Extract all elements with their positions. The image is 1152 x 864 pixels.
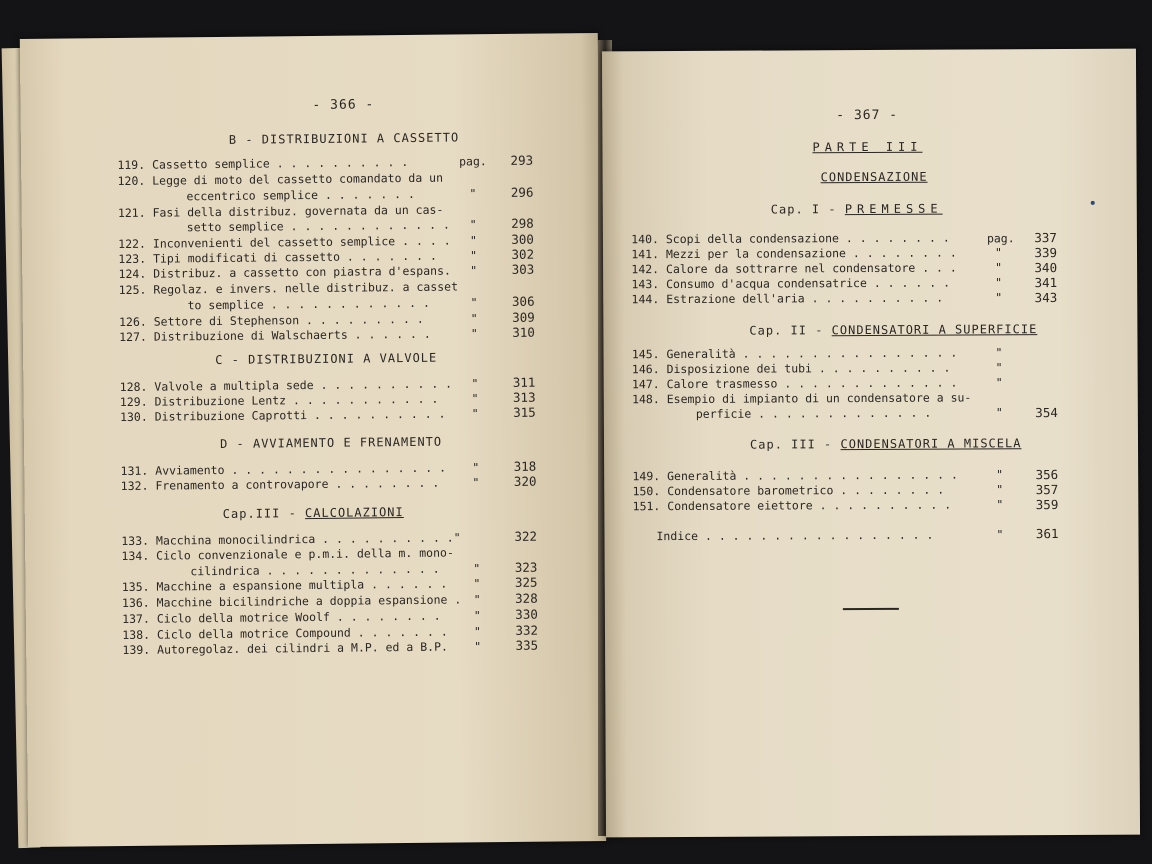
toc-entry: 125. Regolaz. e invers. nelle distribuz. a casset — [118, 279, 459, 298]
toc-entry: 122. Inconvenienti del cassetto semplice . . . . — [118, 233, 451, 252]
chapter-heading: Cap. III - CONDENSATORI A MISCELA — [749, 436, 1022, 452]
toc-entry: 151. Condensatore eiettore . . . . . . . . . . — [632, 497, 952, 514]
closing-rule — [843, 608, 899, 610]
toc-entry: 130. Distribuzione Caprotti . . . . . . . . . . — [119, 406, 446, 425]
toc-entry: 131. Avviamento . . . . . . . . . . . . . . . . — [120, 460, 447, 479]
part-heading: PARTE III — [812, 139, 923, 155]
toc-entry: 119. Cassetto semplice . . . . . . . . . . — [117, 154, 409, 173]
section-heading: D - AVVIAMENTO E FRENAMENTO — [219, 434, 443, 451]
page-number: - 366 - — [312, 97, 375, 113]
toc-entry: 141. Mezzi per la condensazione . . . . . . . . — [631, 245, 957, 262]
toc-entry: 138. Ciclo della motrice Compound . . . . . . . — [122, 624, 448, 643]
page-number: - 367 - — [836, 107, 899, 124]
chapter-heading: Cap. I - PREMESSE — [770, 201, 943, 217]
toc-entry: 124. Distribuz. a cassetto con piastra d'espans. — [118, 263, 451, 282]
ink-dot — [1091, 201, 1095, 205]
toc-entry: 143. Consumo d'acqua condensatrice . . . . . . — [631, 275, 951, 292]
toc-entry: 149. Generalità . . . . . . . . . . . . . . . . — [632, 467, 958, 484]
part-title: CONDENSAZIONE — [820, 169, 928, 185]
index-entry: Indice . . . . . . . . . . . . . . . . . — [656, 527, 934, 544]
toc-entry: 129. Distribuzione Lentz . . . . . . . . . . . — [119, 391, 439, 410]
toc-entry: 121. Fasi della distribuz. governata da un cas- — [117, 202, 444, 221]
section-heading: C - DISTRIBUZIONI A VALVOLE — [215, 350, 438, 368]
toc-entry: 148. Esempio di impianto di un condensatore a su- — [632, 390, 972, 407]
toc-entry: 128. Valvole a multipla sede . . . . . . . . . . — [119, 376, 453, 395]
toc-entry: 150. Condensatore barometrico . . . . . . . . — [632, 482, 945, 499]
toc-entry: 132. Frenamento a controvapore . . . . . . . . — [120, 475, 440, 494]
toc-entry: 126. Settore di Stephenson . . . . . . . . . — [118, 311, 424, 330]
right-page: - 367 - PARTE III CONDENSAZIONE Cap. I - PREMESSE 140. Scopi della condensazione . . . . . . . . pag. 337 141. Mezzi per la condensazione . . . . . . . . " 339 142. Calore da sottrarre nel condensatore . . . " 340 143. Consumo d'acqua condensatrice . . . . . . " 341 144. Estrazione dell'aria . . . . . . . . . . " 343 Cap. II - CONDENSATORI A SUPERFICIE 145. Generalità . . . . . . . . . . . . . . . . " 146. Disposizione dei tubi . . . . . . . . . . " 147. Calore trasmesso . . . . . . . . . . . . . " 148. Esempio di impianto di un condensatore a su- perficie . . . . . . . . . . . . . " 354 Cap. III - CONDENSATORI A MISCELA 149. Generalità . . . . . . . . . . . . . . . . " 356 150. Condensatore barometrico . . . . . . . . " 357 151. Condensatore eiettore . . . . . . . . . . " 359 Indice . . . . . . . . . . . . . . . . . " 361 — [602, 49, 1140, 838]
toc-entry: 136. Macchine bicilindriche a doppia espansione . — [121, 592, 462, 611]
toc-entry: 144. Estrazione dell'aria . . . . . . . . . . — [631, 290, 944, 307]
toc-entry: 127. Distribuzione di Walschaerts . . . . . . — [119, 326, 431, 345]
toc-entry: 142. Calore da sottrarre nel condensatore . . . — [631, 260, 957, 277]
toc-entry: 134. Ciclo convenzionale e p.m.i. della m. mono- — [121, 545, 454, 564]
toc-entry: 145. Generalità . . . . . . . . . . . . . . . . — [631, 345, 958, 362]
chapter-heading: Cap. II - CONDENSATORI A SUPERFICIE — [749, 322, 1038, 338]
left-page: - 366 - B - DISTRIBUZIONI A CASSETTO 119. Cassetto semplice . . . . . . . . . . pag. 293 120. Legge di moto del cassetto comandato da un eccentrico semplice . . . . . . . " 296 121. Fasi della distribuz. governata da un cas- setto semplice . . . . . . . . . . . . " 298 122. Inconvenienti del cassetto semplice . . . . " 300 123. Tipi modificati di cassetto . . . . . . . " 302 124. Distribuz. a cassetto con piastra d'espans. " 303 125. Regolaz. e invers. nelle distribuz. a casset to semplice . . . . . . . . . . . . " 306 126. Settore di Stephenson . . . . . . . . . " 309 127. Distribuzione di Walschaerts . . . . . . " 310 C - DISTRIBUZIONI A VALVOLE 128. Valvole a multipla sede . . . . . . . . . . " 311 129. Distribuzione Lentz . . . . . . . . . . . " 313 130. Distribuzione Caprotti . . . . . . . . . . " 315 D - AVVIAMENTO E FRENAMENTO 131. Avviamento . . . . . . . . . . . . . . . . " 318 132. Frenamento a controvapore . . . . . . . . " 320 Cap.III - CALCOLAZIONI 133. Macchina monocilindrica . . . . . . . . . ." 322 134. Ciclo convenzionale e p.m.i. della m. mono- cilindrica . . . . . . . . . . . . . " 323 135. Macchine a espansione multipla . . . . . . " 325 136. Macchine bicilindriche a doppia espansione . " 328 137. Ciclo della motrice Woolf . . . . . . . . " 330 138. Ciclo della motrice Compound . . . . . . . " 332 139. Autoregolaz. dei cilindri a M.P. ed a B.P. " 335 — [20, 33, 606, 847]
toc-entry: 140. Scopi della condensazione . . . . . . . . — [631, 230, 950, 247]
toc-entry: 123. Tipi modificati di cassetto . . . . . . . — [118, 248, 437, 267]
toc-entry: 120. Legge di moto del cassetto comandato da un — [117, 170, 444, 189]
section-heading: B - DISTRIBUZIONI A CASSETTO — [228, 130, 460, 147]
chapter-heading: Cap.III - CALCOLAZIONI — [222, 505, 404, 521]
toc-entry: 146. Disposizione dei tubi . . . . . . . . . . — [631, 360, 951, 377]
toc-entry: 135. Macchine a espansione multipla . . . . . . — [121, 576, 448, 595]
toc-entry: 139. Autoregolaz. dei cilindri a M.P. ed a B.P. — [122, 639, 448, 658]
toc-entry: 147. Calore trasmesso . . . . . . . . . . . . . — [631, 375, 958, 392]
toc-entry: 133. Macchina monocilindrica . . . . . . . . . ." — [121, 530, 461, 549]
toc-entry: 137. Ciclo della motrice Woolf . . . . . . . . — [122, 608, 441, 627]
